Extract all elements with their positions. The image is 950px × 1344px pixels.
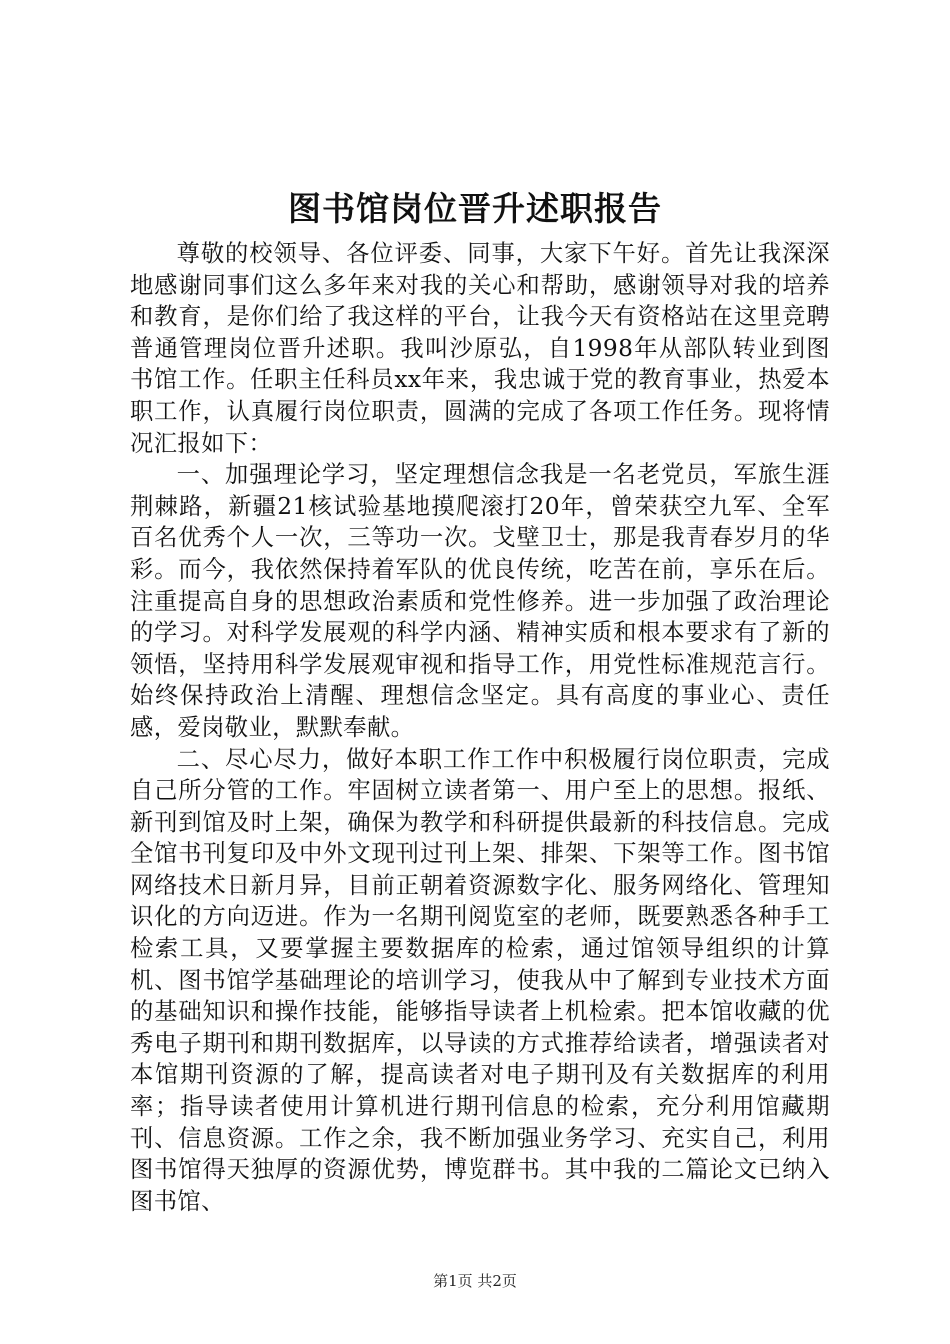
paragraph-intro: 尊敬的校领导、各位评委、同事，大家下午好。首先让我深深地感谢同事们这么多年来对我的关心和帮助，感谢领导对我的培养和教育，是你们给了我这样的平台，让我今天有资格站在这里竞聘普通管理岗位晋升述职。我叫沙原弘，自1998年从部队转业到图书馆工作。任职主任科员xx年来，我忠诚于党的教育事业，热爱本职工作，认真履行岗位职责，圆满的完成了各项工作任务。现将情况汇报如下： [130,240,830,457]
paragraph-section-2: 二、尽心尽力，做好本职工作工作中积极履行岗位职责，完成自己所分管的工作。牢固树立读者第一、用户至上的思想。报纸、新刊到馆及时上架，确保为教学和科研提供最新的科技信息。完成全馆书刊复印及中外文现刊过刊上架、排架、下架等工作。图书馆网络技术日新月异，目前正朝着资源数字化、服务网络化、管理知识化的方向迈进。作为一名期刊阅览室的老师，既要熟悉各种手工检索工具，又要掌握主要数据库的检索，通过馆领导组织的计算机、图书馆学基础理论的培训学习，使我从中了解到专业技术方面的基础知识和操作技能，能够指导读者上机检索。把本馆收藏的优秀电子期刊和期刊数据库，以导读的方式推荐给读者，增强读者对本馆期刊资源的了解，提高读者对电子期刊及有关数据库的利用率；指导读者使用计算机进行期刊信息的检索，充分利用馆藏期刊、信息资源。工作之余，我不断加强业务学习、充实自己，利用图书馆得天独厚的资源优势，博览群书。其中我的二篇论文已纳入图书馆、 [130,745,830,1215]
page-number-footer: 第1页 共2页 [433,1272,517,1290]
paragraph-section-1: 一、加强理论学习，坚定理想信念我是一名老党员，军旅生涯荆棘路，新疆21核试验基地摸爬滚打20年，曾荣获空九军、全军百名优秀个人一次，三等功一次。戈壁卫士，那是我青春岁月的华彩。而今，我依然保持着军队的优良传统，吃苦在前，享乐在后。注重提高自身的思想政治素质和党性修养。进一步加强了政治理论的学习。对科学发展观的科学内涵、精神实质和根本要求有了新的领悟，坚持用科学发展观审视和指导工作，用党性标准规范言行。始终保持政治上清醒、理想信念坚定。具有高度的事业心、责任感，爱岗敬业，默默奉献。 [130,461,830,741]
document-title: 图书馆岗位晋升述职报告 [288,189,662,228]
document-body [130,238,830,1217]
